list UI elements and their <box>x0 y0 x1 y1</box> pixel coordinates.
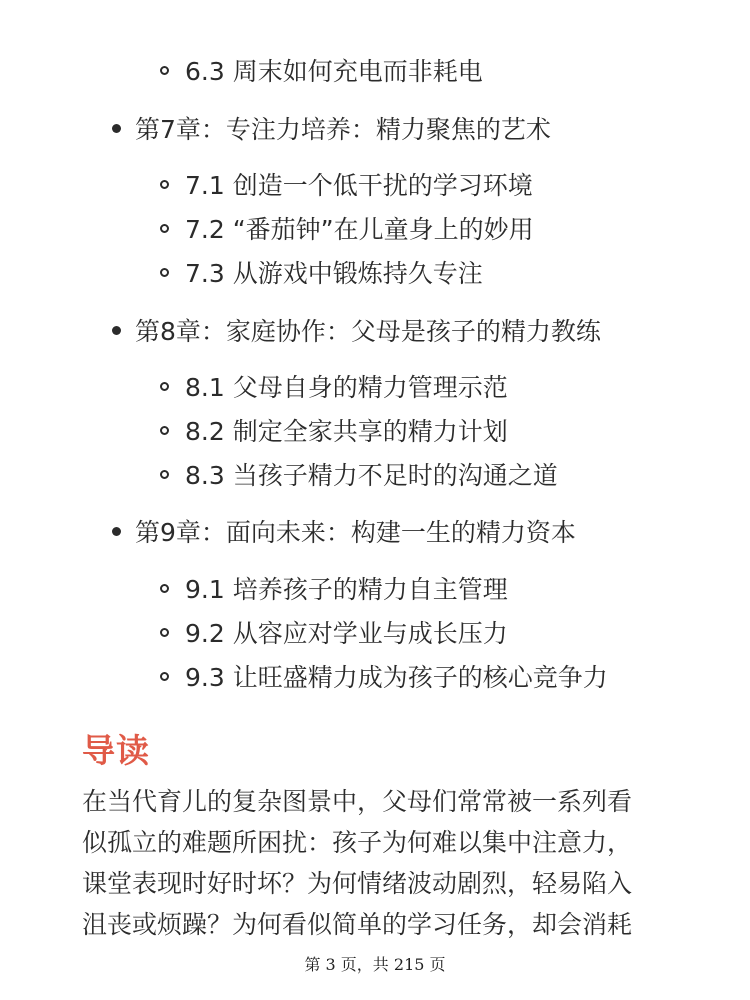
toc-section-9-2 <box>160 610 508 654</box>
toc-section-7-1 <box>160 162 533 206</box>
toc-section-8-3 <box>160 452 558 496</box>
toc-section-8-2 <box>160 408 508 452</box>
toc-item-label: 7.1 创造一个低干扰的学习环境 <box>185 171 533 200</box>
hollow-bullet-icon <box>160 180 169 189</box>
toc-item-label: 第8章：家庭协作：父母是孩子的精力教练 <box>135 317 601 346</box>
toc-item-label: 9.3 让旺盛精力成为孩子的核心竞争力 <box>185 663 608 692</box>
toc-item-label: 第9章：面向未来：构建一生的精力资本 <box>135 518 576 547</box>
hollow-bullet-icon <box>160 628 169 637</box>
toc-item-label: 9.2 从容应对学业与成长压力 <box>185 619 508 648</box>
hollow-bullet-icon <box>160 672 169 681</box>
intro-line: 似孤立的难题所困扰：孩子为何难以集中注意力， <box>82 828 633 857</box>
hollow-bullet-icon <box>160 470 169 479</box>
filled-bullet-icon <box>112 124 121 133</box>
hollow-bullet-icon <box>160 224 169 233</box>
filled-bullet-icon <box>112 326 121 335</box>
intro-paragraph <box>82 781 682 945</box>
hollow-bullet-icon <box>160 426 169 435</box>
toc-item-label: 8.3 当孩子精力不足时的沟通之道 <box>185 461 558 490</box>
hollow-bullet-icon <box>160 382 169 391</box>
intro-line: 沮丧或烦躁？为何看似简单的学习任务，却会消耗 <box>82 910 633 939</box>
toc-chapter-8 <box>112 308 601 352</box>
toc-item-label: 6.3 周末如何充电而非耗电 <box>185 57 483 86</box>
toc-section-7-2 <box>160 206 534 250</box>
intro-line: 课堂表现时好时坏？为何情绪波动剧烈，轻易陷入 <box>82 869 633 898</box>
section-heading-intro: 导读 <box>82 731 150 770</box>
toc-item-label: 8.2 制定全家共享的精力计划 <box>185 417 508 446</box>
toc-section-9-3 <box>160 654 608 698</box>
page-number-footer: 第 3 页，共 215 页 <box>304 955 446 974</box>
toc-chapter-9 <box>112 509 576 553</box>
toc-item-label: 7.3 从游戏中锻炼持久专注 <box>185 259 483 288</box>
intro-line: 在当代育儿的复杂图景中，父母们常常被一系列看 <box>82 787 633 816</box>
hollow-bullet-icon <box>160 66 169 75</box>
toc-item-label: 7.2 “番茄钟”在儿童身上的妙用 <box>185 215 534 244</box>
toc-section-6-3 <box>160 48 483 92</box>
toc-item-label: 第7章：专注力培养：精力聚焦的艺术 <box>135 115 551 144</box>
toc-item-label: 9.1 培养孩子的精力自主管理 <box>185 575 508 604</box>
hollow-bullet-icon <box>160 268 169 277</box>
toc-chapter-7 <box>112 106 551 150</box>
toc-item-label: 8.1 父母自身的精力管理示范 <box>185 373 508 402</box>
hollow-bullet-icon <box>160 584 169 593</box>
toc-section-8-1 <box>160 364 508 408</box>
toc-section-9-1 <box>160 566 508 610</box>
filled-bullet-icon <box>112 527 121 536</box>
toc-section-7-3 <box>160 250 483 294</box>
